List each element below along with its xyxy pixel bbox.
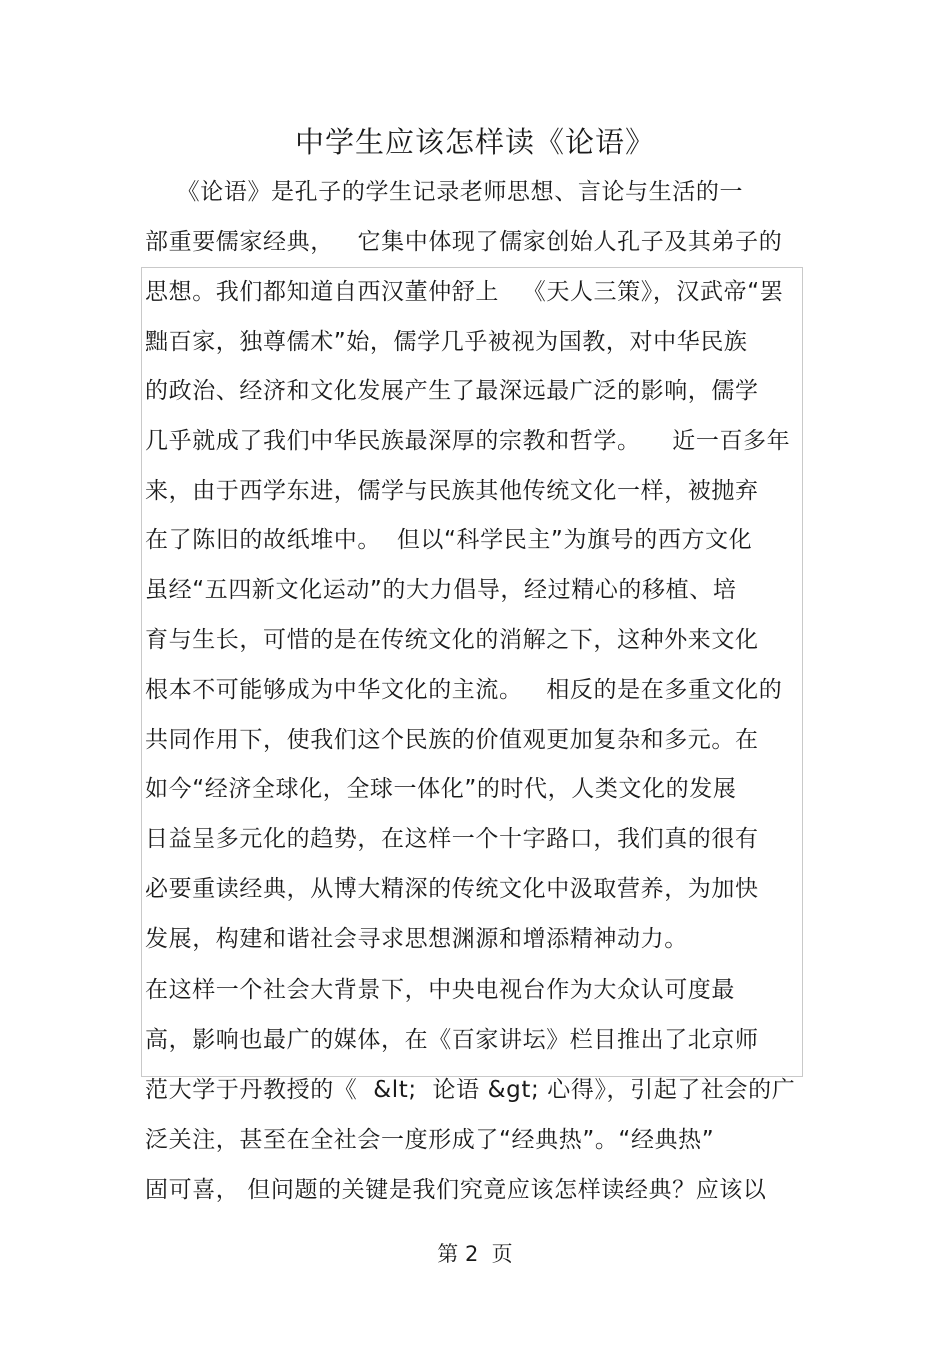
body-line: 黜百家，独尊儒术”始，儒学几乎被视为国教，对中华民族 <box>145 329 748 355</box>
body-line: 必要重读经典，从博大精深的传统文化中汲取营养，为加快 <box>145 876 759 902</box>
body-line: 高，影响也最广的媒体，在《百家讲坛》栏目推出了北京师 <box>145 1027 759 1053</box>
body-line: 来，由于西学东进，儒学与民族其他传统文化一样，被抛弃 <box>145 478 759 504</box>
body-line: 思想。我们都知道自西汉董仲舒上 《天人三策》，汉武帝“罢 <box>145 279 784 305</box>
body-line: 固可喜， 但问题的关键是我们究竟应该怎样读经典？应该以 <box>145 1177 767 1203</box>
body-line: 虽经“五四新文化运动”的大力倡导，经过精心的移植、培 <box>145 577 737 603</box>
body-line: 范大学于丹教授的《 &lt; 论语 &gt; 心得》，引起了社会的广 <box>145 1077 796 1103</box>
body-line: 根本不可能够成为中华文化的主流。 相反的是在多重文化的 <box>145 677 783 703</box>
body-line: 《论语》是孔子的学生记录老师思想、言论与生活的一 <box>145 179 744 205</box>
body-line: 共同作用下，使我们这个民族的价值观更加复杂和多元。在 <box>145 727 759 753</box>
body-line: 在这样一个社会大背景下，中央电视台作为大众认可度最 <box>145 977 735 1003</box>
body-line: 部重要儒家经典， 它集中体现了儒家创始人孔子及其弟子的 <box>145 229 783 255</box>
body-line: 在了陈旧的故纸堆中。 但以“科学民主”为旗号的西方文化 <box>145 527 753 553</box>
body-line: 的政治、经济和文化发展产生了最深远最广泛的影响，儒学 <box>145 378 759 404</box>
document-title: 中学生应该怎样读《论语》 <box>294 125 655 159</box>
body-line: 几乎就成了我们中华民族最深厚的宗教和哲学。 近一百多年 <box>145 428 791 454</box>
body-line: 如今“经济全球化，全球一体化”的时代，人类文化的发展 <box>145 776 737 802</box>
body-line: 发展，构建和谐社会寻求思想渊源和增添精神动力。 <box>145 926 688 952</box>
body-line: 日益呈多元化的趋势，在这样一个十字路口，我们真的很有 <box>145 826 759 852</box>
body-line: 泛关注，甚至在全社会一度形成了“经典热”。“经典热” <box>145 1127 715 1153</box>
body-line: 育与生长，可惜的是在传统文化的消解之下，这种外来文化 <box>145 627 759 653</box>
page-number: 第 2 页 <box>437 1242 513 1266</box>
